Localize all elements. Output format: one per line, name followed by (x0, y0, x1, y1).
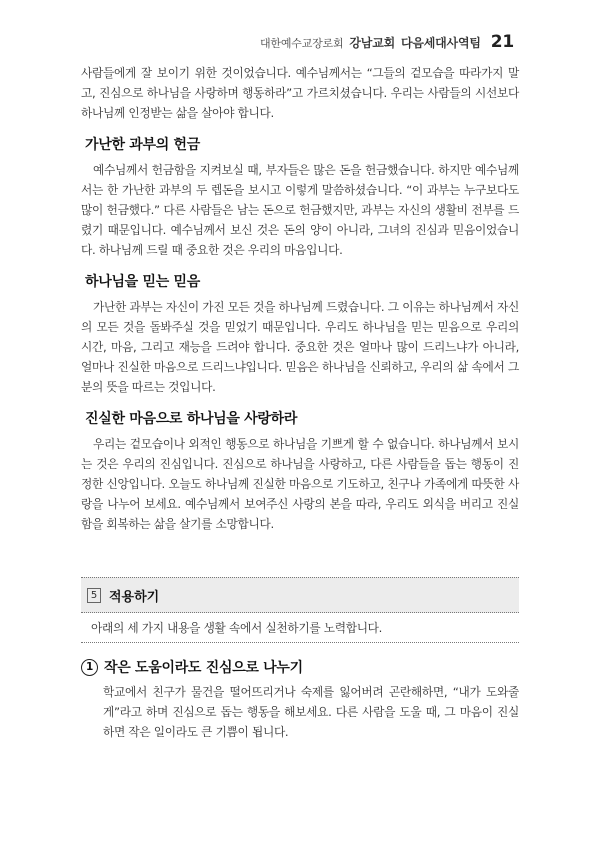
apply-description: 아래의 세 가지 내용을 생활 속에서 실천하기를 노력합니다. (81, 613, 519, 643)
apply-header (81, 577, 519, 613)
section-title-faith: 하나님을 믿는 믿음 (85, 274, 200, 291)
header-team: 다음세대사역팀 (400, 36, 481, 50)
apply-number-badge: 5 (87, 588, 101, 603)
section-text-faith: 가난한 과부는 자신이 가진 모든 것을 하나님께 드렸습니다. 그 이유는 하나님께서 자신의 모든 것을 돌봐주실 것을 믿었기 때문입니다. 우리도 하나님을 믿는 믿음으로 우리의 시간, 마음, 그리고 재능을 드려야 합니다. 중요한 것은 얼마나 많이 드리느냐가 아니라, 얼마나 진실한 마음으로 드리느냐입니다. 믿음은 하나님을 신뢰하고, 우리의 삶 속에서 그분의 뜻을 따르는 것입니다. (81, 300, 519, 394)
section-title-sincere-love: 진실한 마음으로 하나님을 사랑하라 (85, 411, 298, 428)
section-text-sincere-love: 우리는 겉모습이나 외적인 행동으로 하나님을 기쁘게 할 수 없습니다. 하나님께서 보시는 것은 우리의 진심입니다. 진심으로 하나님을 사랑하고, 다른 사람들을 돕는 행동이 진정한 신앙입니다. 오늘도 하나님께 진실한 마음으로 기도하고, 친구나 가족에게 따뜻한 사랑을 나누어 보세요. 예수님께서 보여주신 사랑의 본을 따라, 우리도 외식을 버리고 진실함을 회복하는 삶을 살기를 소망합니다. (81, 437, 519, 531)
apply-item-title-text: 작은 도움이라도 진심으로 나누기 (104, 660, 303, 677)
apply-title: 적용하기 (109, 590, 160, 606)
section-text-offering: 예수님께서 헌금함을 지켜보실 때, 부자들은 많은 돈을 헌금했습니다. 하지만 예수님께서는 한 가난한 과부의 두 렙돈을 보시고 이렇게 말씀하셨습니다. “이 과부는 누구보다도 많이 헌금했다.” 다른 사람들은 남는 돈으로 헌금했지만, 과부는 자신의 생활비 전부를 드렸기 때문입니다. 예수님께서 보신 것은 돈의 양이 아니라, 그녀의 진심과 믿음이었습니다. 하나님께 드릴 때 중요한 것은 우리의 마음입니다. (81, 163, 519, 257)
section-title-offering: 가난한 과부의 헌금 (85, 137, 200, 154)
intro-paragraph: 사람들에게 잘 보이기 위한 것이었습니다. 예수님께서는 “그들의 겉모습을 따라가지 말고, 진심으로 하나님을 사랑하며 행동하라”고 가르치셨습니다. 우리는 사람들의 시선보다 하나님께 인정받는 삶을 살아야 합니다. (81, 66, 519, 120)
page-number: 21 (490, 32, 514, 52)
header-org: 대한예수교장로회 (259, 37, 344, 50)
header-church: 강남교회 (349, 36, 395, 50)
page-header (260, 32, 514, 52)
circled-number-icon: 1 (81, 659, 98, 676)
page-content (81, 64, 519, 743)
apply-item-title (81, 657, 519, 677)
apply-item-text: 학교에서 친구가 물건을 떨어뜨리거나 숙제를 잃어버려 곤란해하면, “내가 도와줄게”라고 하며 진심으로 돕는 행동을 해보세요. 다른 사람을 도울 때, 그 마음이 진실하면 작은 일이라도 큰 기쁨이 됩니다. (103, 685, 519, 739)
